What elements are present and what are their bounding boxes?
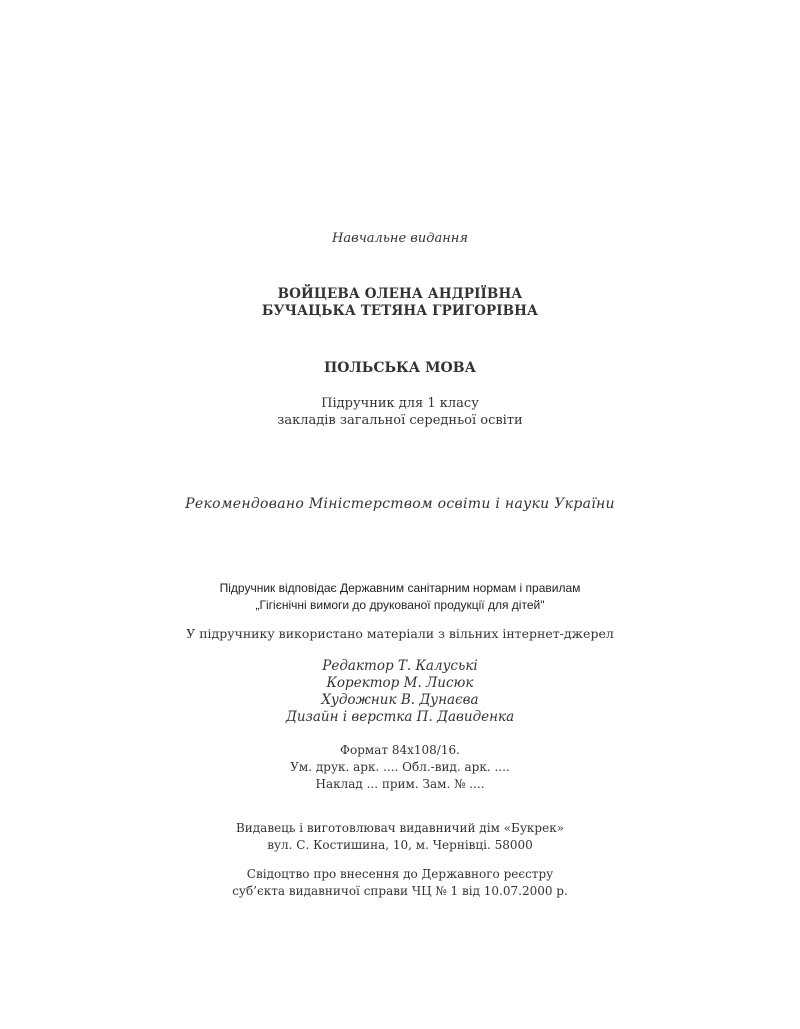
author-name: БУЧАЦЬКА ТЕТЯНА ГРИГОРІВНА — [261, 303, 539, 319]
book-title: ПОЛЬСЬКА МОВА — [324, 360, 476, 376]
subtitle-line: Підручник для 1 класу — [321, 396, 479, 411]
print-info — [0, 742, 800, 793]
publisher-name: Видавець і виготовлювач видавничий дім «Букрек» — [235, 821, 565, 835]
artist-credit: Художник В. Дунаєва — [321, 692, 479, 708]
sanitary-notice — [0, 580, 800, 614]
design-credit: Дизайн і верстка П. Давиденка — [285, 709, 515, 725]
registry-certificate — [0, 866, 800, 900]
subtitle-line: закладів загальної середньої освіти — [277, 413, 523, 428]
certificate-line: Свідоцтво про внесення до Державного реєстру — [246, 867, 554, 881]
proofreader-credit: Коректор М. Лисюк — [326, 675, 474, 691]
materials-notice: У підручнику використано матеріали з вільних інтернет-джерел — [186, 626, 614, 641]
sanitary-notice-line: Підручник відповідає Державним санітарним нормам і правилам — [219, 581, 581, 595]
publisher-info — [0, 820, 800, 854]
publisher-address: вул. С. Костишина, 10, м. Чернівці. 58000 — [267, 838, 533, 852]
staff-credits — [0, 658, 800, 726]
certificate-line: суб’єкта видавничої справи ЧЦ № 1 від 10.07.2000 р. — [232, 884, 568, 898]
print-run: Наклад ... прим. Зам. № .... — [315, 777, 485, 791]
edition-type: Навчальне видання — [332, 231, 468, 246]
authors-block — [0, 286, 800, 320]
author-name: ВОЙЦЕВА ОЛЕНА АНДРІЇВНА — [277, 286, 523, 302]
book-subtitle — [0, 395, 800, 429]
print-sheets: Ум. друк. арк. .... Обл.-вид. арк. .... — [290, 760, 510, 774]
ministry-recommendation: Рекомендовано Міністерством освіти і науки України — [185, 496, 615, 512]
editor-credit: Редактор Т. Калуські — [322, 658, 478, 674]
sanitary-notice-line: „Гігієнічні вимоги до друкованої продукції для дітей" — [255, 598, 545, 612]
print-format: Формат 84х108/16. — [340, 743, 460, 757]
